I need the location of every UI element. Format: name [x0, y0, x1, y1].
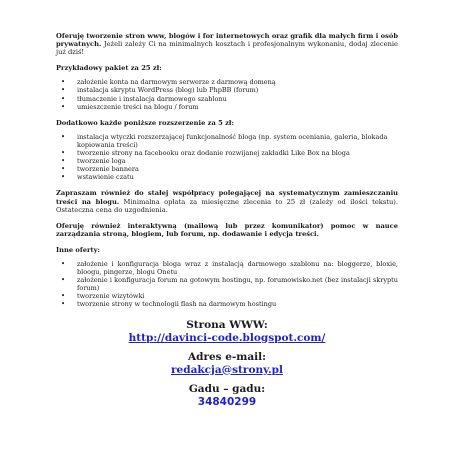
list-item: • tworzenie bannera: [56, 165, 398, 173]
intro-rest: Jeżeli zależy Ci na minimalnych kosztach i profesjonalnym wykonaniu, dodaj zlecenie już dziś!: [56, 40, 398, 57]
list-item: • założenie i konfiguracja forum na gotowym hostingu, np. forumowisko.net (bez instalacji skryptu forum): [56, 276, 398, 292]
extras-list: [56, 133, 398, 182]
list-item: • tworzenie loga: [56, 157, 398, 165]
other-heading: Inne oferty:: [56, 245, 100, 254]
www-label: Strona WWW:: [186, 318, 268, 331]
document-page: [56, 32, 398, 409]
email-link[interactable]: redakcja@strony.pl: [171, 363, 283, 376]
list-item: • wstawienie czatu: [56, 173, 398, 181]
list-item: • tworzenie wizytówki: [56, 292, 398, 300]
list-item: • założenie i konfiguracja bloga wraz z instalacją darmowego szablonu na: bloggerze, bloxie, bloogu, pingerze, blogu Onetu: [56, 260, 398, 276]
intro-bold: Oferuję tworzenie stron www, blogów i for internetowych oraz grafik dla małych firm i osób prywatnych.: [56, 32, 398, 49]
email-label: Adres e-mail:: [187, 350, 267, 363]
list-item: • umieszczenie treści na blogu / forum: [56, 103, 398, 111]
list-item: • założenie konta na darmowym serwerze z darmową domeną: [56, 78, 398, 86]
list-item: • instalacja wtyczki rozszerzającej funkcjonalność bloga (np. system oceniania, galeria, blokada kopiowania treści): [56, 133, 398, 149]
list-item: • tłumaczenie i instalacja darmowego szablonu: [56, 95, 398, 103]
www-link[interactable]: http://davinci-code.blogspot.com/: [128, 331, 326, 344]
extras-heading: Dodatkowo każde poniższe rozszerzenie za 5 zł:: [56, 118, 234, 127]
collab-bold: Zapraszam również do stałej współpracy polegającej na systematycznym zamieszczaniu treści na blogu.: [56, 189, 398, 206]
list-item: • tworzenie strony w technologii flash na darmowym hostingu: [56, 300, 398, 308]
list-item: • tworzenie strony na facebooku oraz dodanie rozwijanej zakładki Like Box na bloga: [56, 149, 398, 157]
help-paragraph: Oferuję również interaktywną (mailową lub przez komunikator) pomoc w nauce zarządzania stroną, blogiem, lub forum, np. dodawanie i edycja treści.: [56, 221, 398, 238]
package-list: [56, 78, 398, 110]
gadu-number: 34840299: [197, 395, 257, 408]
collab-rest: Minimalna opłata za miesięczne zlecenia to 25 zł (zależy od ilości tekstu). Ostateczna cena do uzgodnienia.: [56, 197, 399, 214]
package-heading: Przykładowy pakiet za 25 zł:: [56, 64, 162, 73]
intro-paragraph: [56, 32, 398, 56]
collab-paragraph: [56, 189, 398, 213]
gadu-label: Gadu – gadu:: [188, 382, 266, 395]
other-list: [56, 260, 398, 309]
list-item: • instalacja skryptu WordPress (blog) lub PhpBB (forum): [56, 86, 398, 94]
